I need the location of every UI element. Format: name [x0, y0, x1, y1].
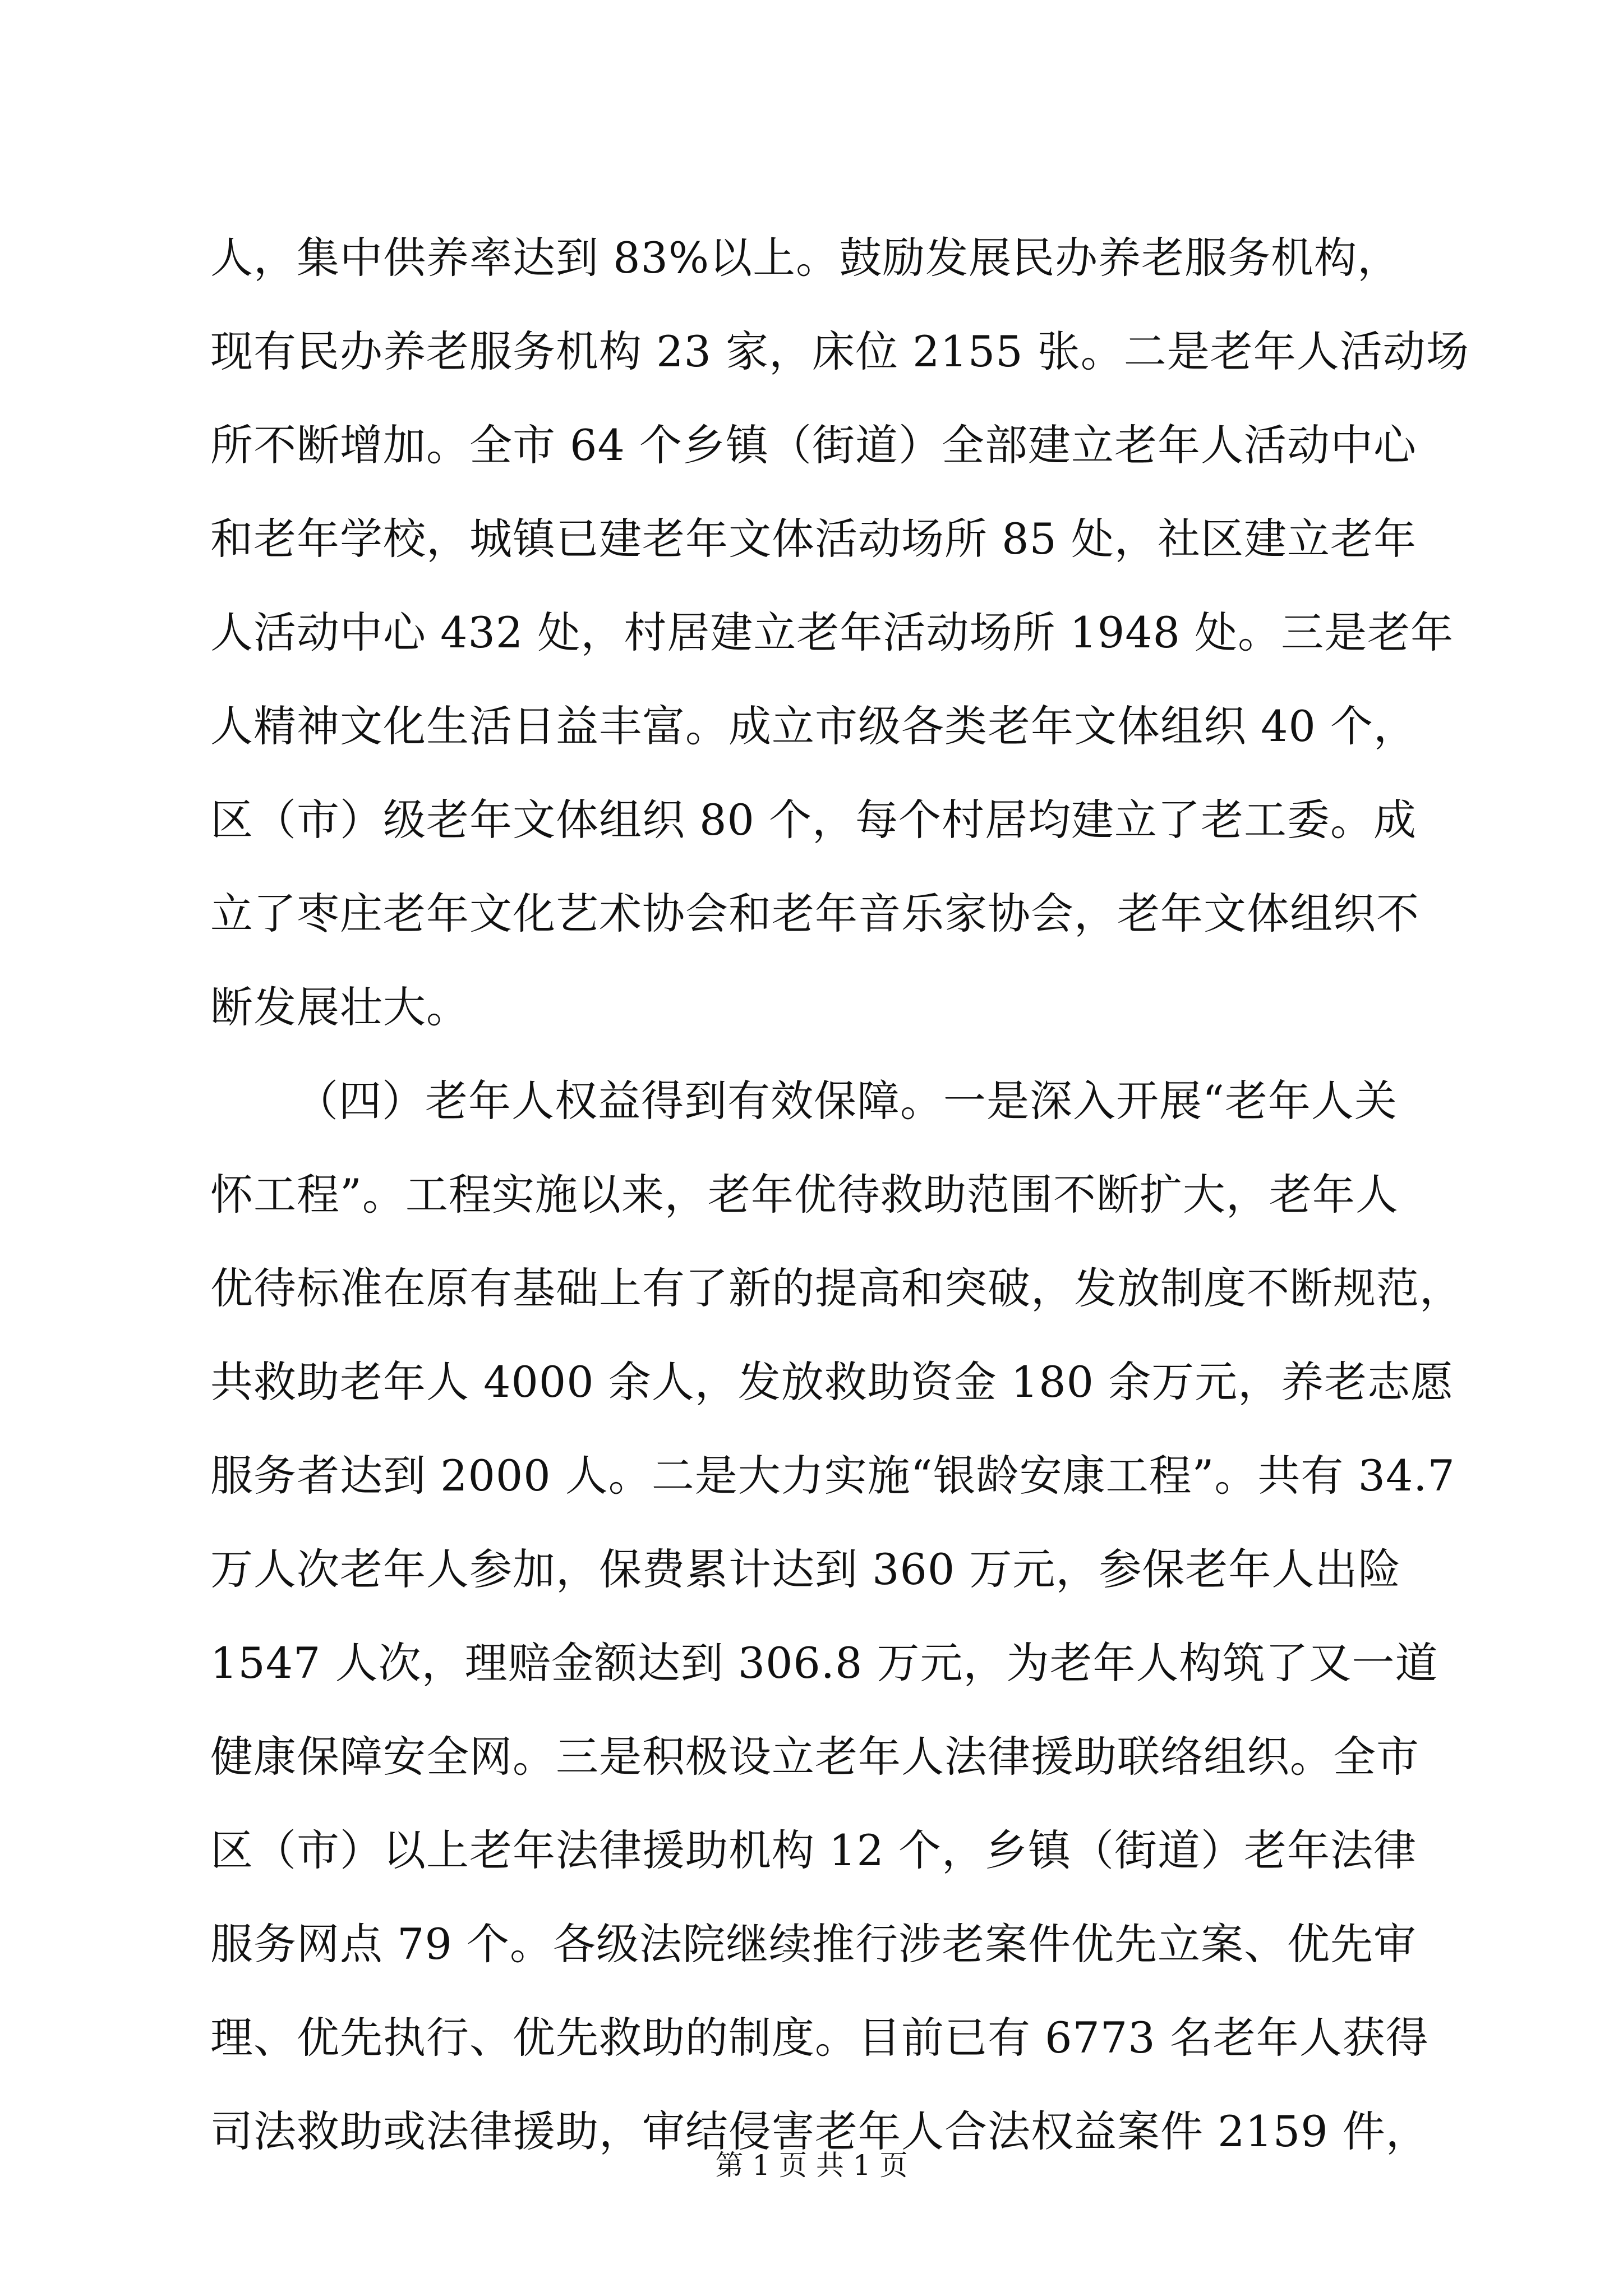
text-line: 怀工程”。工程实施以来，老年优待救助范围不断扩大，老年人	[210, 1170, 1399, 1220]
text-line: 断发展壮大。	[210, 982, 469, 1032]
text-line: 区（市）以上老年法律援助机构 12 个，乡镇（街道）老年法律	[210, 1825, 1417, 1875]
text-line: 服务网点 79 个。各级法院继续推行涉老案件优先立案、优先审	[210, 1919, 1417, 1969]
text-line: 健康保障安全网。三是积极设立老年人法律援助联络组织。全市	[210, 1732, 1419, 1782]
text-line: 万人次老年人参加，保费累计达到 360 万元，参保老年人出险	[210, 1544, 1401, 1594]
text-line: 理、优先执行、优先救助的制度。目前已有 6773 名老年人获得	[210, 2013, 1429, 2063]
text-line: 和老年学校，城镇已建老年文体活动场所 85 处，社区建立老年	[210, 514, 1417, 564]
paragraph-heading-line: （四）老年人权益得到有效保障。一是深入开展“老年人关	[296, 1076, 1398, 1126]
text-line: 优待标准在原有基础上有了新的提高和突破，发放制度不断规范，	[210, 1263, 1463, 1313]
text-line: 区（市）级老年文体组织 80 个，每个村居均建立了老工委。成	[210, 795, 1417, 845]
text-line: 人，集中供养率达到 83%以上。鼓励发展民办养老服务机构，	[210, 233, 1401, 283]
text-line: 1547 人次，理赔金额达到 306.8 万元，为老年人构筑了又一道	[210, 1638, 1438, 1688]
text-line: 立了枣庄老年文化艺术协会和老年音乐家协会，老年文体组织不	[210, 889, 1419, 938]
page-footer: 第 1 页 共 1 页	[715, 2149, 908, 2182]
text-line: 人活动中心 432 处，村居建立老年活动场所 1948 处。三是老年	[210, 608, 1454, 657]
text-line: 司法救助或法律援助，审结侵害老年人合法权益案件 2159 件，	[210, 2106, 1429, 2156]
text-line: 人精神文化生活日益丰富。成立市级各类老年文体组织 40 个，	[210, 701, 1417, 751]
text-line: 现有民办养老服务机构 23 家，床位 2155 张。二是老年人活动场	[210, 326, 1469, 376]
text-line: 服务者达到 2000 人。二是大力实施“银龄安康工程”。共有 34.7	[210, 1451, 1455, 1501]
text-line: 所不断增加。全市 64 个乡镇（街道）全部建立老年人活动中心	[210, 420, 1417, 470]
text-line: 共救助老年人 4000 余人，发放救助资金 180 余万元，养老志愿	[210, 1357, 1454, 1407]
